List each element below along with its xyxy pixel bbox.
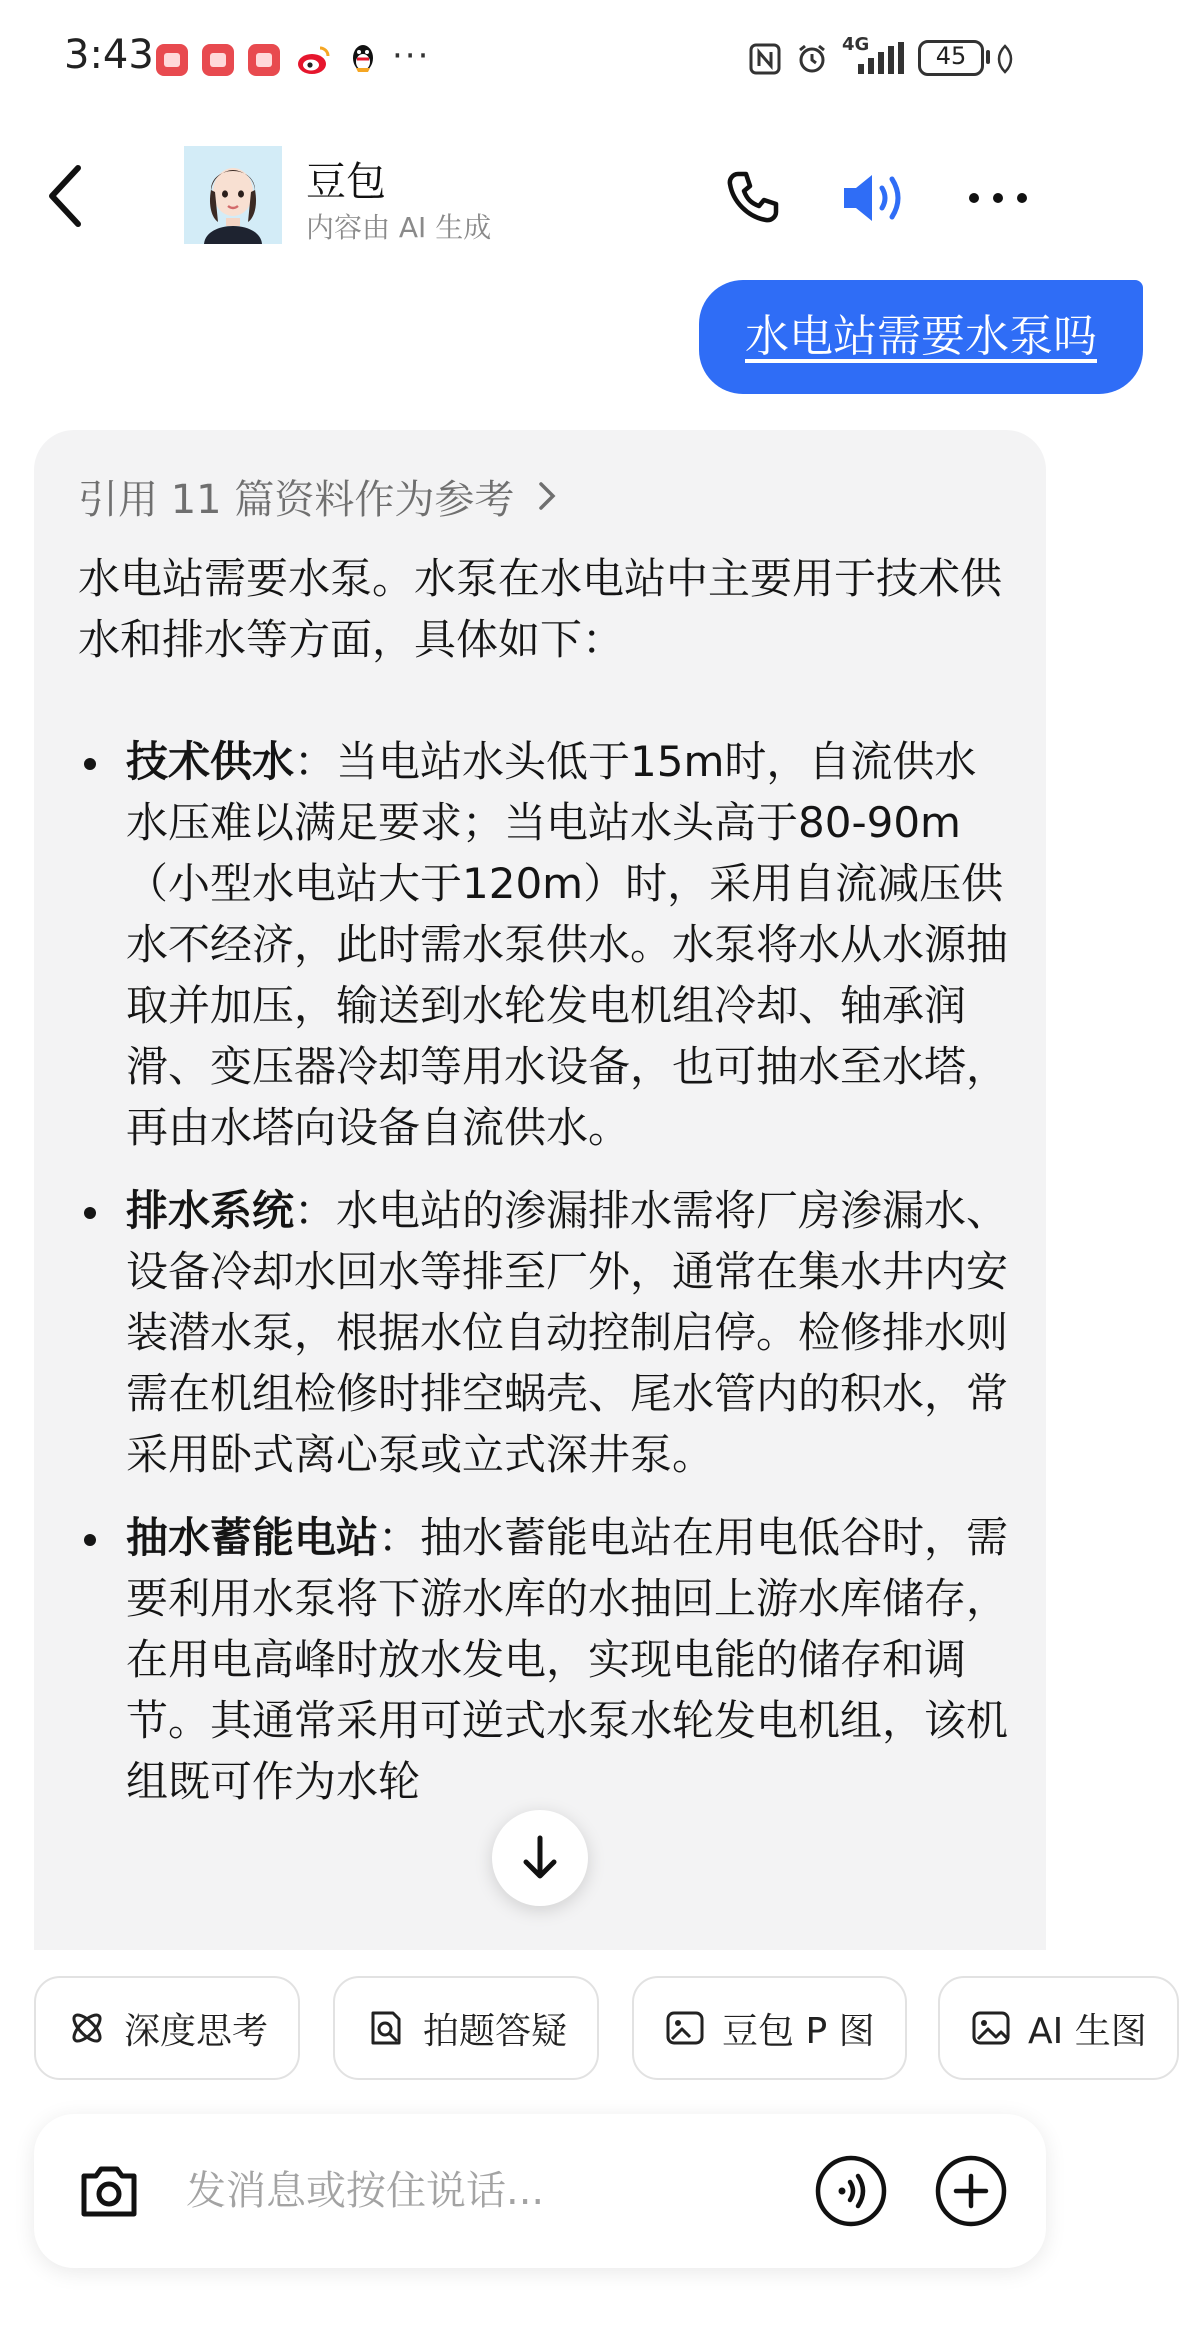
search-document-icon	[365, 2007, 407, 2049]
speaker-icon[interactable]	[838, 166, 908, 230]
scroll-to-bottom-button[interactable]	[492, 1810, 588, 1906]
chat-header	[0, 130, 1080, 270]
qq-penguin-icon	[346, 40, 380, 78]
battery-level: 45	[935, 42, 967, 70]
app-notification-icon	[156, 44, 188, 76]
chip-label: 深度思考	[124, 2010, 269, 2052]
status-bar	[0, 0, 1080, 120]
answer-intro: 水电站需要水泵。水泵在水电站中主要用于技术供水和排水等方面，具体如下：	[78, 554, 1003, 664]
answer-body	[78, 548, 1018, 1834]
bullet	[84, 1534, 96, 1546]
ai-answer-card	[34, 430, 1046, 1950]
eco-leaf-icon	[996, 44, 1014, 74]
references-label: 引用 11 篇资料作为参考	[78, 476, 515, 523]
references-link[interactable]	[78, 466, 558, 526]
nfc-icon	[748, 42, 782, 76]
battery-icon	[918, 40, 984, 76]
voice-icon[interactable]	[814, 2154, 888, 2228]
point-term: 技术供水	[126, 737, 295, 786]
message-input[interactable]	[186, 2154, 806, 2228]
chat-title: 豆包	[306, 159, 386, 205]
image-edit-icon	[664, 2007, 706, 2049]
alarm-icon	[795, 42, 829, 76]
arrow-down-icon	[492, 1810, 588, 1906]
avatar-portrait-icon	[184, 146, 282, 244]
list-item	[78, 1180, 1018, 1485]
user-message-bubble[interactable]: 水电站需要水泵吗	[699, 280, 1143, 394]
back-arrow-icon[interactable]	[36, 156, 96, 236]
phone-icon[interactable]	[720, 166, 784, 230]
atom-icon	[66, 2007, 108, 2049]
signal-strength-icon	[856, 42, 906, 76]
point-text: ：当电站水头低于15m时，自流供水水压难以满足要求；当电站水头高于80-90m（小型水电站大于120m）时，采用自流减压供水不经济，此时需水泵供水。水泵将水从水源抽取并加压，输送到水轮发电机组冷却、轴承润滑、变压器冷却等用水设备，也可抽水至水塔，再由水塔向设备自流供水。	[126, 737, 1009, 1152]
ai-generated-notice: 内容由 AI 生成	[306, 211, 492, 244]
status-time: 3:43	[64, 32, 154, 78]
list-item	[78, 731, 1018, 1158]
app-notification-icon	[202, 44, 234, 76]
bullet	[84, 1207, 96, 1219]
network-type-label: 4G	[842, 34, 870, 55]
app-notification-icon	[248, 44, 280, 76]
list-item	[78, 1507, 1018, 1812]
more-notifications-icon: ···	[392, 36, 431, 76]
point-term: 抽水蓄能电站	[126, 1513, 379, 1562]
chip-photo-edit[interactable]	[632, 1976, 907, 2080]
point-text: ：抽水蓄能电站在用电低谷时，需要利用水泵将下游水库的水抽回上游水库储存，在用电高峰时放水发电，实现电能的储存和调节。其通常采用可逆式水泵水轮发电机组，该机组既可作为水轮	[126, 1513, 1009, 1806]
camera-icon[interactable]	[76, 2160, 142, 2222]
chip-label: 拍题答疑	[423, 2010, 568, 2052]
more-icon[interactable]	[966, 180, 1030, 216]
chip-ai-image[interactable]	[938, 1976, 1179, 2080]
quick-actions-row	[0, 1976, 1147, 2082]
chip-label: 豆包 P 图	[722, 2010, 875, 2052]
chip-label: AI 生图	[1028, 2010, 1147, 2052]
image-icon	[970, 2007, 1012, 2049]
avatar[interactable]	[184, 146, 282, 244]
point-term: 排水系统	[126, 1186, 295, 1235]
plus-icon[interactable]	[934, 2154, 1008, 2228]
chevron-right-icon	[536, 479, 558, 513]
message-input-bar	[34, 2114, 1046, 2268]
chip-deep-think[interactable]	[34, 1976, 300, 2080]
bullet	[84, 758, 96, 770]
point-text: ：水电站的渗漏排水需将厂房渗漏水、设备冷却水回水等排至厂外，通常在集水井内安装潜水泵，根据水位自动控制启停。检修排水则需在机组检修时排空蜗壳、尾水管内的积水，常采用卧式离心泵或立式深井泵。	[126, 1186, 1009, 1479]
battery-tip	[986, 50, 990, 64]
chip-photo-question[interactable]	[333, 1976, 599, 2080]
weibo-icon	[296, 42, 332, 78]
